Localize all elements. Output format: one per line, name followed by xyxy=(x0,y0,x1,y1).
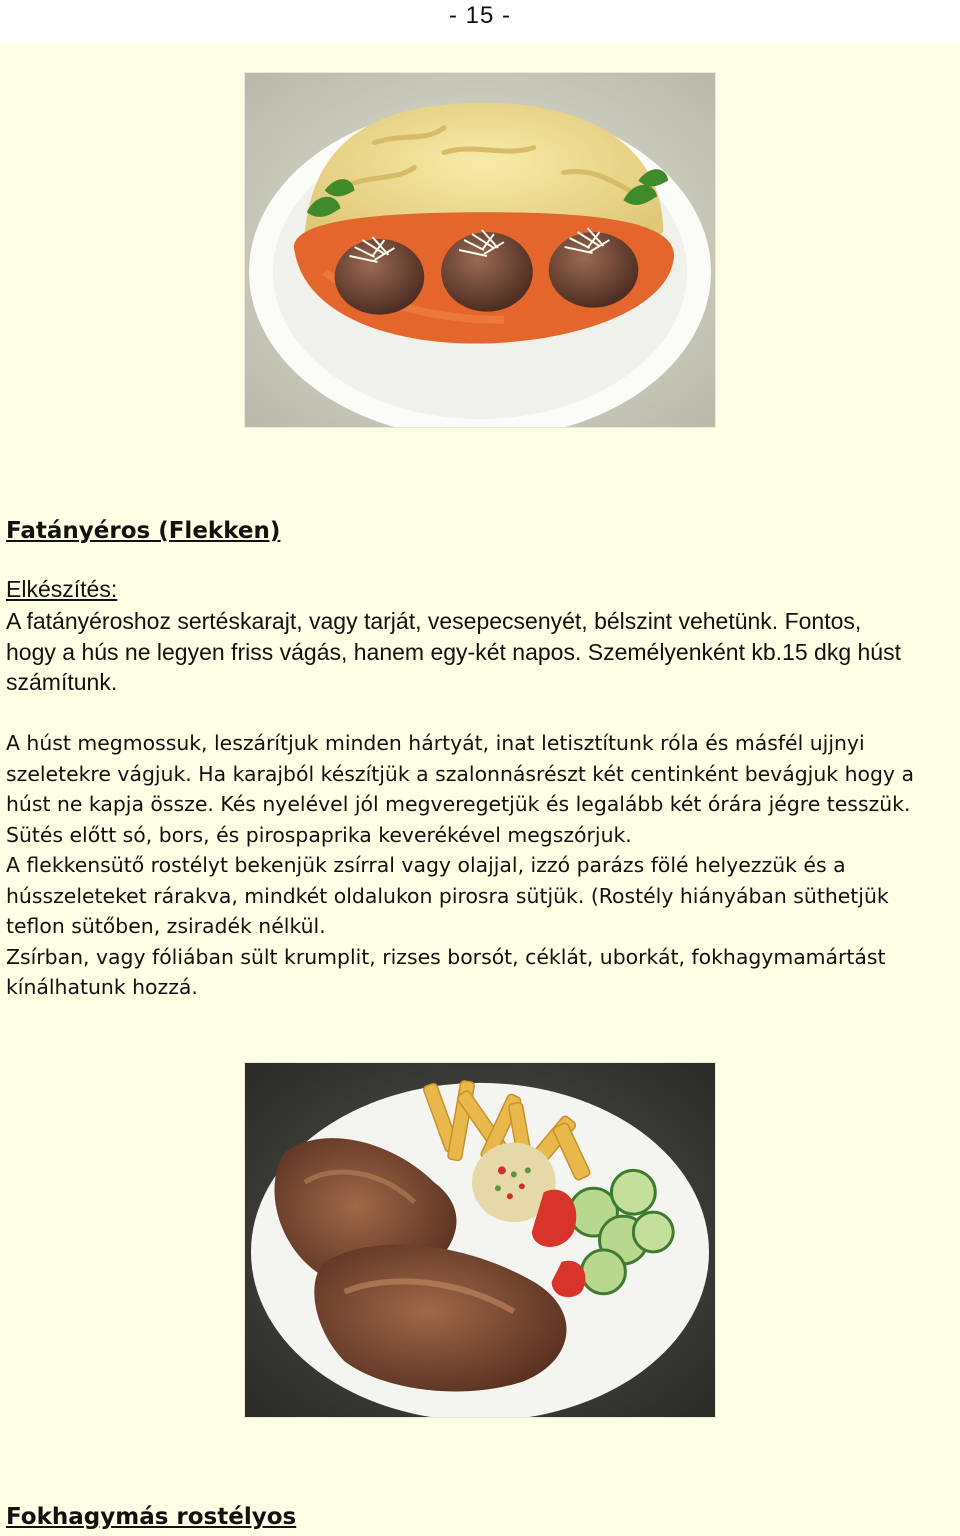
instruction-paragraph: A flekkensütő rostélyt bekenjük zsírral vagy olajjal, izzó parázs fölé helyezzük és a hússzeleteket rárakva, mindkét oldalukon pirosra sütjük. (Rostély hiányában süthetjük teflon sütőben, zsiradék nélkül. xyxy=(6,853,889,938)
page-number: - 15 - xyxy=(448,2,511,29)
page-content xyxy=(0,44,960,1536)
recipe-intro: A fatányéroshoz sertéskarajt, vagy tarját, vesepecsenyét, bélszint vehetünk. Fontos, hogy a hús ne legyen friss vágás, hanem egy-két napos. Személyenként kb.15 dkg húst számítunk. xyxy=(6,608,901,695)
grilled-pork-photo xyxy=(244,1062,716,1418)
grilled-pork-illustration xyxy=(245,1063,715,1417)
serving-suggestion: Zsírban, vagy fóliában sült krumplit, rizses borsót, céklát, uborkát, fokhagymamártást kínálhatunk hozzá. xyxy=(6,944,886,999)
meatball xyxy=(549,232,639,308)
recipe-instructions xyxy=(6,728,946,1003)
meatballs-photo xyxy=(244,72,716,428)
recipe-title: Fatányéros (Flekken) xyxy=(6,518,281,544)
instruction-paragraph: A húst megmossuk, leszárítjuk minden hártyát, inat letisztítunk róla és másfél ujjnyi szeletekre vágjuk. Ha karajból készítjük a szalonnásrészt két centinként bevágjuk hogy a húst ne kapja össze. Kés nyelével jól megveregetjük és legalább két órára jégre tesszük. Sütés előtt só, bors, és pirospaprika keverékével megszórjuk. xyxy=(6,731,914,847)
meatballs-illustration xyxy=(245,73,715,427)
next-recipe-title: Fokhagymás rostélyos xyxy=(6,1504,297,1530)
preparation-label: Elkészítés: xyxy=(6,576,118,602)
